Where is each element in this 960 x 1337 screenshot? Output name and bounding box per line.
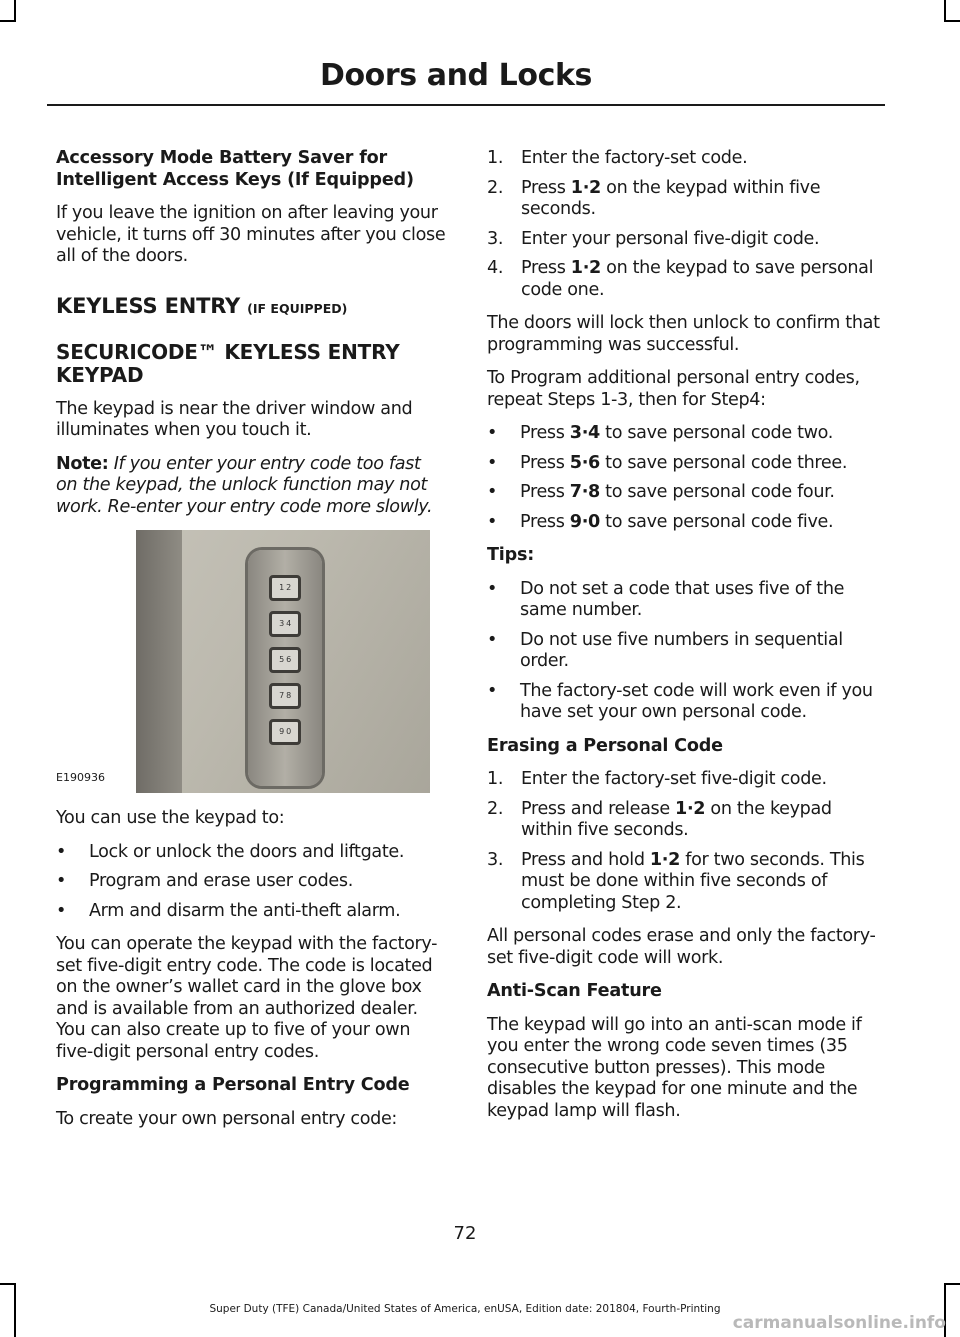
step-text: Press and release	[521, 798, 676, 819]
page-section-title: Doors and Locks	[319, 58, 592, 93]
key-label: 5·6	[569, 452, 600, 473]
step-number: 3.	[487, 849, 504, 870]
watermark: carmanualsonline.info	[732, 1313, 946, 1333]
bullet: •	[487, 452, 498, 473]
programming-steps	[487, 148, 880, 301]
step-number: 3.	[487, 228, 504, 249]
step-number: 2.	[487, 177, 504, 198]
step-number: 1.	[487, 148, 504, 168]
figure-id: E190936	[56, 770, 105, 784]
step-number: 4.	[487, 258, 504, 278]
keypad-key: 1 2	[269, 575, 301, 601]
item-text: to save personal code three.	[599, 452, 848, 473]
page-number: 72	[453, 1223, 477, 1244]
list-item	[56, 842, 446, 864]
bullet: •	[56, 900, 67, 921]
crop-mark	[944, 0, 946, 22]
programming-intro: To create your own personal entry code:	[56, 1108, 397, 1129]
step-text: Enter the factory-set code.	[521, 148, 748, 168]
list-item	[487, 799, 880, 842]
list-item	[487, 229, 880, 251]
list-item-text: Lock or unlock the doors and liftgate.	[89, 841, 405, 862]
list-item	[487, 178, 880, 221]
key-label: 1·2	[570, 258, 601, 278]
erasing-steps	[487, 769, 880, 914]
list-item-text: Program and erase user codes.	[89, 871, 353, 891]
step-number: 1.	[487, 769, 504, 789]
note-text: If you enter your entry code too fast on the keypad, the unlock function may not work. Re-enter your entry code more slowly.	[56, 453, 433, 517]
programming-heading: Programming a Personal Entry Code	[56, 1075, 410, 1095]
confirm-text: The doors will lock then unlock to confirm that programming was successful.	[487, 313, 880, 355]
list-item	[487, 482, 880, 504]
key-label: 1·2	[675, 798, 706, 819]
item-text: Press	[520, 482, 570, 502]
erase-result-text: All personal codes erase and only the factory-set five-digit code will work.	[487, 926, 876, 968]
left-column	[56, 148, 446, 1142]
bullet: •	[487, 482, 498, 502]
list-item	[487, 423, 880, 445]
crop-mark	[944, 20, 960, 22]
list-item	[487, 148, 880, 170]
crop-mark	[14, 0, 16, 22]
list-item	[487, 258, 880, 301]
save-list	[487, 423, 880, 533]
list-item	[56, 871, 446, 893]
list-item-text: Do not set a code that uses five of the same number.	[520, 578, 845, 620]
keypad-key: 3 4	[269, 611, 301, 637]
bullet: •	[487, 680, 498, 701]
keypad-photo	[136, 530, 430, 793]
step-text: Press and hold	[521, 849, 650, 870]
list-item	[487, 681, 880, 724]
bullet: •	[56, 871, 67, 891]
keyless-entry-title: KEYLESS ENTRY	[56, 293, 241, 318]
step-text: on the keypad within five seconds.	[521, 798, 832, 840]
bullet: •	[56, 841, 67, 862]
list-item	[487, 630, 880, 673]
step-text: Press	[521, 177, 571, 198]
keypad-key: 9 0	[269, 719, 301, 745]
additional-codes-text: To Program additional personal entry codes, repeat Steps 1-3, then for Step4:	[487, 368, 860, 410]
list-item	[487, 850, 880, 915]
crop-mark	[0, 1283, 16, 1285]
item-text: to save personal code five.	[599, 511, 834, 532]
list-item-text: Arm and disarm the anti-theft alarm.	[89, 900, 401, 921]
list-item	[56, 901, 446, 923]
list-item	[487, 769, 880, 791]
note	[56, 454, 446, 519]
key-label: 9·0	[569, 511, 600, 532]
edition-footer: Super Duty (TFE) Canada/United States of America, enUSA, Edition date: 201804, Fourth-Printing	[209, 1303, 721, 1315]
note-label: Note:	[56, 453, 109, 474]
header-divider	[47, 104, 885, 106]
step-text: Press	[521, 258, 571, 278]
keypad-key: 7 8	[269, 683, 301, 709]
tips-list	[487, 579, 880, 724]
keyless-entry-heading	[56, 294, 446, 321]
operate-text: You can operate the keypad with the factory-set five-digit entry code. The code is located on the owner’s wallet card in the glove box and is available from an authorized dealer. You can also create up to five of your own five-digit personal entry codes.	[56, 934, 438, 1062]
step-text: Enter your personal five-digit code.	[521, 228, 820, 249]
bullet: •	[487, 629, 498, 650]
right-column	[487, 148, 880, 1134]
if-equipped-label: (IF EQUIPPED)	[247, 300, 348, 316]
step-text: Enter the factory-set five-digit code.	[521, 769, 827, 789]
item-text: Press	[520, 423, 570, 443]
accessory-mode-text: If you leave the ignition on after leaving your vehicle, it turns off 30 minutes after you close all of the doors.	[56, 203, 446, 266]
crop-mark	[0, 20, 16, 22]
keypad-key: 5 6	[269, 647, 301, 673]
step-text: on the keypad to save personal code one.	[521, 258, 874, 300]
use-list	[56, 842, 446, 923]
door-trim	[136, 530, 182, 793]
list-item-text: The factory-set code will work even if you have set your own personal code.	[520, 680, 873, 722]
keypad-figure	[56, 530, 446, 798]
bullet: •	[487, 423, 498, 443]
anti-scan-text: The keypad will go into an anti-scan mode if you enter the wrong code seven times (35 consecutive button presses). This mode disables the keypad for one minute and the keypad lamp will flash.	[487, 1014, 862, 1121]
key-label: 1·2	[649, 849, 681, 870]
crop-mark	[944, 1283, 960, 1285]
list-item	[487, 512, 880, 534]
bullet: •	[487, 578, 498, 599]
key-label: 3·4	[569, 423, 600, 443]
item-text: to save personal code two.	[599, 423, 834, 443]
use-intro: You can use the keypad to:	[56, 808, 285, 828]
anti-scan-heading: Anti-Scan Feature	[487, 981, 662, 1001]
item-text: Press	[520, 452, 570, 473]
step-text: for two seconds. This must be done within five seconds of completing Step 2.	[521, 849, 865, 913]
key-label: 1·2	[570, 177, 601, 198]
list-item	[487, 579, 880, 622]
list-item	[487, 453, 880, 475]
list-item-text: Do not use five numbers in sequential order.	[520, 629, 843, 671]
keypad-intro: The keypad is near the driver window and illuminates when you touch it.	[56, 398, 413, 440]
item-text: Press	[520, 511, 570, 532]
item-text: to save personal code four.	[599, 482, 835, 502]
step-number: 2.	[487, 798, 504, 819]
accessory-mode-heading: Accessory Mode Battery Saver for Intelligent Access Keys (If Equipped)	[56, 148, 414, 190]
bullet: •	[487, 511, 498, 532]
securicode-heading: SECURICODE™ KEYLESS ENTRY KEYPAD	[56, 339, 400, 387]
tips-heading: Tips:	[487, 545, 535, 565]
step-text: on the keypad within five seconds.	[521, 177, 821, 219]
erasing-heading: Erasing a Personal Code	[487, 735, 723, 756]
key-label: 7·8	[569, 482, 600, 502]
